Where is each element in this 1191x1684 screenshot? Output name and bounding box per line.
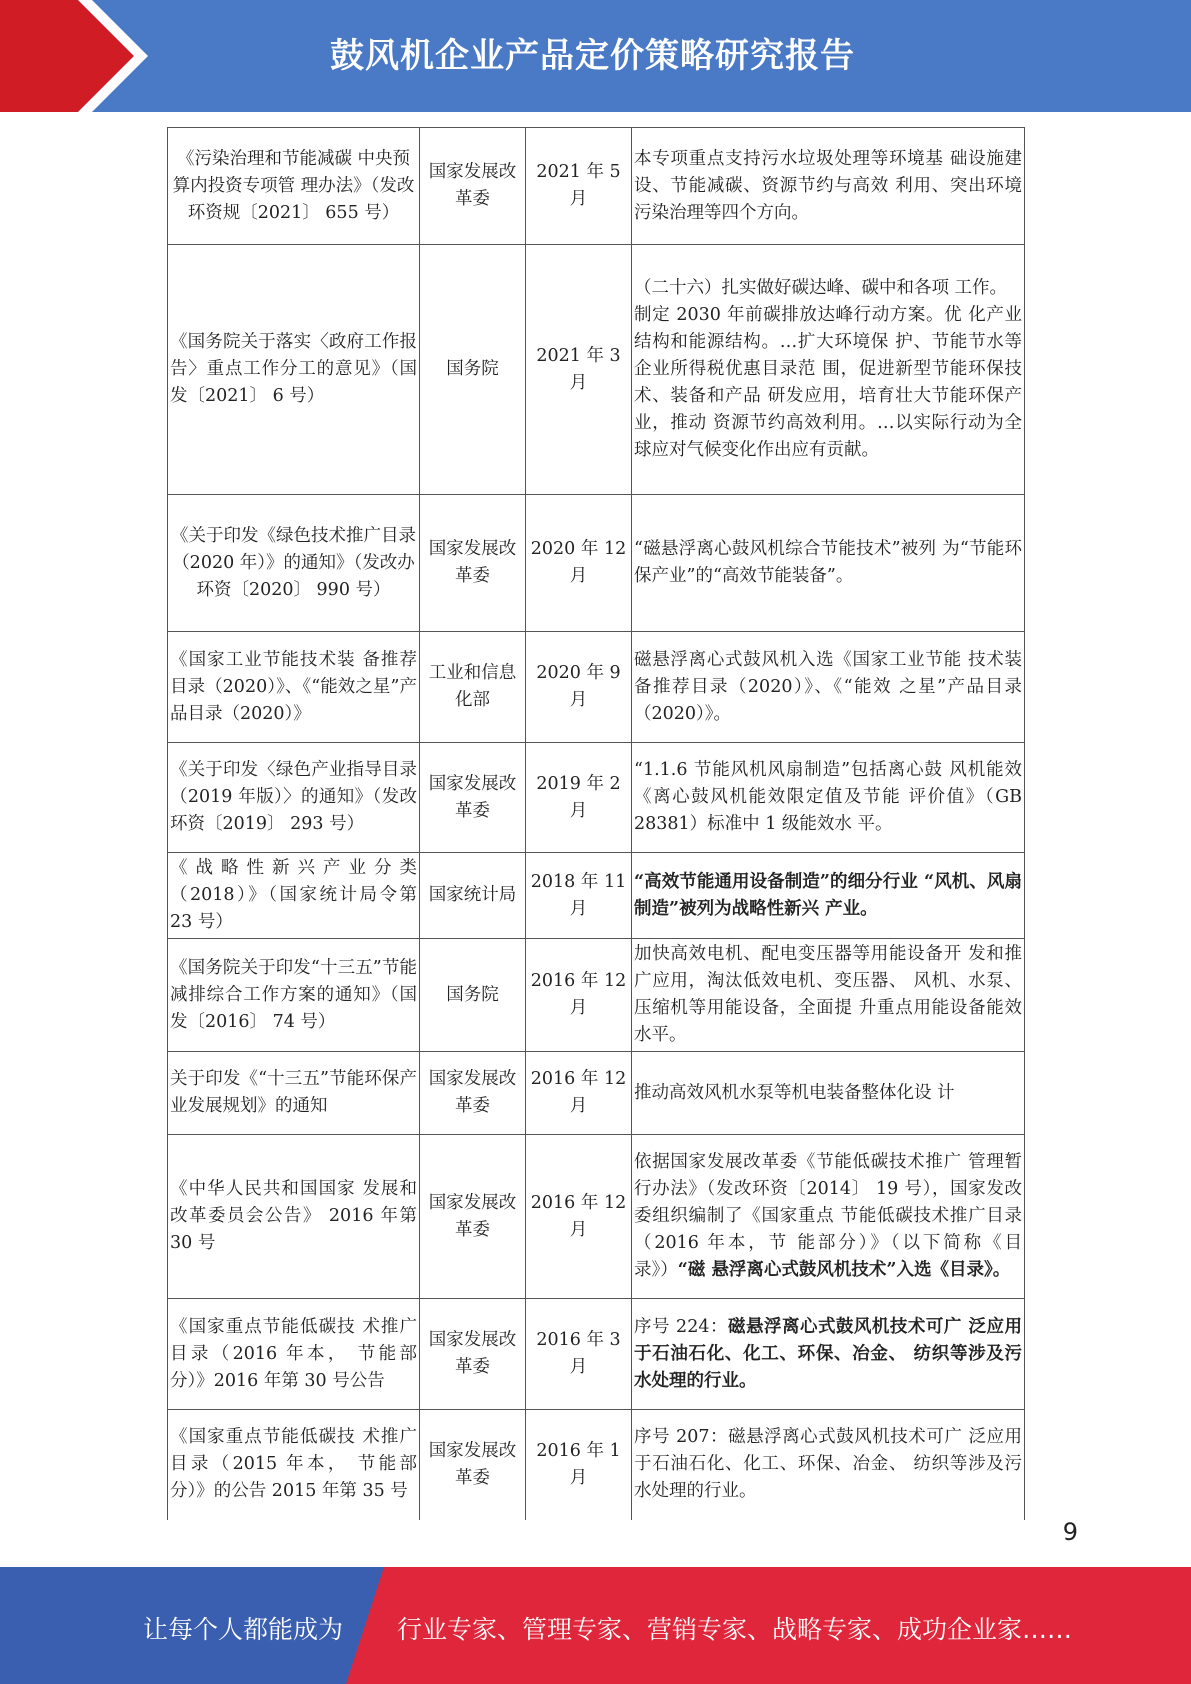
content-cell: 序号 207：磁悬浮离心式鼓风机技术可广 泛应用于石油石化、化工、环保、冶金、 纺织等涉及污水处理的行业。 bbox=[632, 1410, 1025, 1520]
date-cell: 2016 年 12 月 bbox=[526, 1052, 632, 1135]
policy-name-cell: 《战略性新兴产业分类（2018）》（国家统计局令第 23 号） bbox=[168, 853, 420, 939]
content-cell bbox=[632, 1299, 1025, 1410]
content-cell: 本专项重点支持污水垃圾处理等环境基 础设施建设、节能减碳、资源节约与高效 利用、突出环境污染治理等四个方向。 bbox=[632, 128, 1025, 245]
issuer-cell: 国务院 bbox=[420, 939, 526, 1052]
page-header bbox=[0, 0, 1191, 112]
content-cell: “1.1.6 节能风机风扇制造”包括离心鼓 风机能效《离心鼓风机能效限定值及节能 评价值》（GB 28381）标准中 1 级能效水 平。 bbox=[632, 743, 1025, 853]
table-row bbox=[168, 939, 1025, 1052]
issuer-cell: 国家发展改革委 bbox=[420, 1052, 526, 1135]
table-row bbox=[168, 1135, 1025, 1299]
issuer-cell: 工业和信息化部 bbox=[420, 632, 526, 743]
table-row bbox=[168, 495, 1025, 632]
date-cell: 2021 年 5 月 bbox=[526, 128, 632, 245]
policy-name-cell: 关于印发《“十三五”节能环保产业发展规划》的通知 bbox=[168, 1052, 420, 1135]
table-row bbox=[168, 1299, 1025, 1410]
table-row bbox=[168, 853, 1025, 939]
content-cell bbox=[632, 1135, 1025, 1299]
policy-name-cell: 《国务院关于落实〈政府工作报告〉重点工作分工的意见》（国发〔2021〕 6 号） bbox=[168, 245, 420, 495]
page-footer bbox=[0, 1567, 1191, 1684]
content-bold-text: 磁悬浮离心式鼓风机技术可广 泛应用于石油石化、化工、环保、冶金、 纺织等涉及污水处理的行业。 bbox=[634, 1316, 1022, 1391]
date-cell: 2019 年 2 月 bbox=[526, 743, 632, 853]
date-cell: 2018 年 11 月 bbox=[526, 853, 632, 939]
date-cell: 2016 年 3 月 bbox=[526, 1299, 632, 1410]
issuer-cell: 国家发展改革委 bbox=[420, 1410, 526, 1520]
issuer-cell: 国家发展改革委 bbox=[420, 1299, 526, 1410]
policy-name-cell: 《关于印发《绿色技术推广目录（2020 年）》的通知》（发改办环资〔2020〕 990 号） bbox=[168, 495, 420, 632]
issuer-cell: 国家发展改革委 bbox=[420, 128, 526, 245]
table-row bbox=[168, 632, 1025, 743]
issuer-cell: 国务院 bbox=[420, 245, 526, 495]
table-row bbox=[168, 743, 1025, 853]
table-row bbox=[168, 128, 1025, 245]
policy-name-cell: 《国家工业节能技术装 备推荐目录（2020）》、《“能效之星”产品目录（2020）》 bbox=[168, 632, 420, 743]
date-cell: 2016 年 12 月 bbox=[526, 1135, 632, 1299]
content-text: 依据国家发展改革委《节能低碳技术推广 管理暂行办法》（发改环资〔2014〕 19 号），国家发改委组织编制了《国家重点 节能低碳技术推广目录（2016 年本，节 能部分）》（以下简称《目录》） bbox=[634, 1152, 1022, 1280]
content-cell: （二十六）扎实做好碳达峰、碳中和各项 工作。 制定 2030 年前碳排放达峰行动方案。优 化产业结构和能源结构。…扩大环境保 护、节能节水等企业所得税优惠目录范 围，促进新型节能环保技术、装备和产品 研发应用，培育壮大节能环保产业，推动 资源节约高效利用。…以实际行动为全球应对气候变化作出应有贡献。 bbox=[632, 245, 1025, 495]
content-text: 序号 224： bbox=[634, 1316, 728, 1337]
content-cell: “磁悬浮离心鼓风机综合节能技术”被列 为“节能环保产业”的“高效节能装备”。 bbox=[632, 495, 1025, 632]
issuer-cell: 国家发展改革委 bbox=[420, 495, 526, 632]
footer-slogan-right: 行业专家、管理专家、营销专家、战略专家、成功企业家…… bbox=[397, 1615, 1073, 1644]
issuer-cell: 国家统计局 bbox=[420, 853, 526, 939]
table-row bbox=[168, 1052, 1025, 1135]
table-row bbox=[168, 245, 1025, 495]
policy-name-cell: 《中华人民共和国国家 发展和改革委员会公告》 2016 年第 30 号 bbox=[168, 1135, 420, 1299]
content-cell: 磁悬浮离心式鼓风机入选《国家工业节能 技术装备推荐目录（2020）》、《“能效 之星”产品目录（2020）》。 bbox=[632, 632, 1025, 743]
policy-name-cell: 《国家重点节能低碳技 术推广目录（2015 年本， 节能部分）》的公告 2015 年第 35 号 bbox=[168, 1410, 420, 1520]
content-cell: “高效节能通用设备制造”的细分行业 “风机、风扇制造”被列为战略性新兴 产业。 bbox=[632, 853, 1025, 939]
date-cell: 2016 年 1 月 bbox=[526, 1410, 632, 1520]
content-cell: 加快高效电机、配电变压器等用能设备开 发和推广应用，淘汰低效电机、变压器、 风机、水泵、压缩机等用能设备，全面提 升重点用能设备能效水平。 bbox=[632, 939, 1025, 1052]
header-arrow-decoration bbox=[0, 0, 200, 112]
issuer-cell: 国家发展改革委 bbox=[420, 1135, 526, 1299]
date-cell: 2021 年 3 月 bbox=[526, 245, 632, 495]
page-number: 9 bbox=[1062, 1518, 1078, 1546]
issuer-cell: 国家发展改革委 bbox=[420, 743, 526, 853]
date-cell: 2020 年 9 月 bbox=[526, 632, 632, 743]
policy-name-cell: 《关于印发〈绿色产业指导目录（2019 年版）〉的通知》（发改环资〔2019〕 293 号） bbox=[168, 743, 420, 853]
policy-table bbox=[167, 127, 1025, 1520]
footer-slogan-left: 让每个人都能成为 bbox=[143, 1615, 344, 1644]
date-cell: 2016 年 12 月 bbox=[526, 939, 632, 1052]
content-bold-text: “磁 悬浮离心式鼓风机技术”入选《目录》。 bbox=[677, 1260, 1011, 1280]
date-cell: 2020 年 12 月 bbox=[526, 495, 632, 632]
content-cell: 推动高效风机水泵等机电装备整体化设 计 bbox=[632, 1052, 1025, 1135]
policy-name-cell: 《国务院关于印发“十三五”节能减排综合工作方案的通知》（国发〔2016〕 74 号） bbox=[168, 939, 420, 1052]
document-title: 鼓风机企业产品定价策略研究报告 bbox=[330, 36, 855, 76]
policy-name-cell: 《国家重点节能低碳技 术推广目录（2016 年本， 节能部分）》2016 年第 30 号公告 bbox=[168, 1299, 420, 1410]
policy-name-cell: 《污染治理和节能减碳 中央预算内投资专项管 理办法》（发改环资规〔2021〕 655 号） bbox=[168, 128, 420, 245]
table-row bbox=[168, 1410, 1025, 1520]
